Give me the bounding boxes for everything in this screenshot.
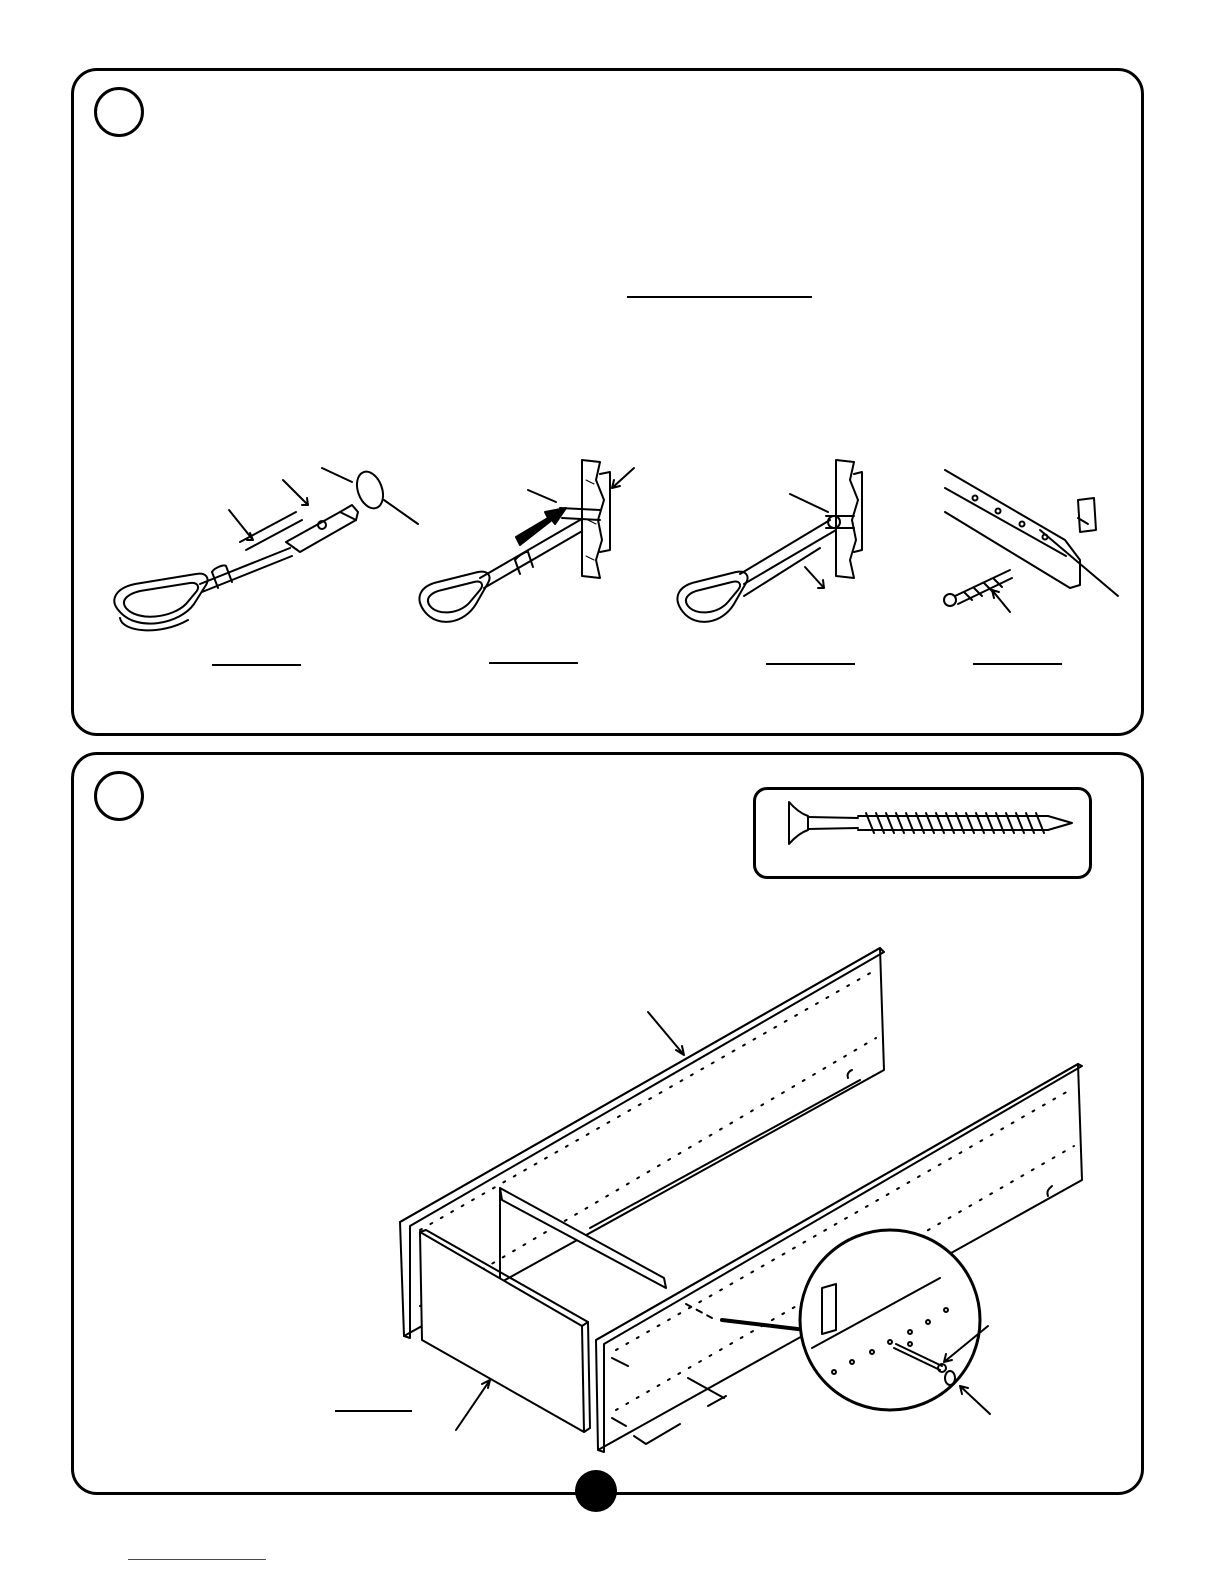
toggle-tool-figure-2-icon [419,460,634,622]
rail-and-screw-figure-4-icon [944,470,1118,612]
toggle-tool-figure-1-icon [114,468,418,630]
wood-screw-icon [789,802,1072,844]
cabinet-assembly-icon [400,948,1082,1452]
toggle-tool-figure-3-icon [677,460,862,622]
